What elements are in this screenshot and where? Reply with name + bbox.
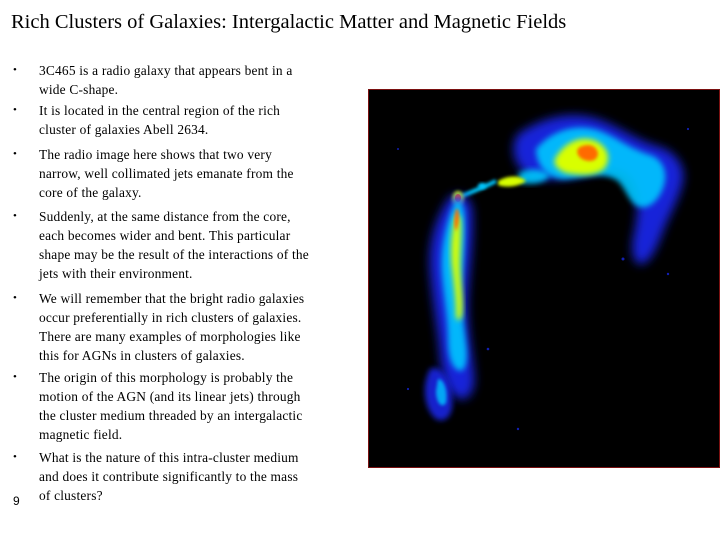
slide-number: 9	[13, 494, 20, 508]
bullet-text: The radio image here shows that two very narrow, well collimated jets emanate from the core of the galaxy.	[39, 147, 294, 200]
bullet-text: It is located in the central region of the rich cluster of galaxies Abell 2634.	[39, 103, 281, 137]
bullet-text: Suddenly, at the same distance from the core, each becomes wider and bent. This particular shape may be the result of the interactions of the jets with their environment.	[39, 209, 309, 281]
bullet-marker: •	[13, 104, 17, 116]
bullet-marker: •	[13, 148, 17, 160]
radio-galaxy-image	[368, 89, 720, 468]
bullet-marker: •	[13, 292, 17, 304]
slide-title: Rich Clusters of Galaxies: Intergalactic Matter and Magnetic Fields	[11, 11, 567, 33]
bullet-text: What is the nature of this intra-cluster medium and does it contribute significantly to the mass of clusters?	[39, 450, 299, 503]
bullet-text: 3C465 is a radio galaxy that appears bent in a wide C-shape.	[39, 63, 293, 97]
bullet-text: The origin of this morphology is probably the motion of the AGN (and its linear jets) through the cluster medium threaded by an intergalactic magnetic field.	[39, 370, 303, 442]
bullet-marker: •	[13, 210, 17, 222]
bullet-text: We will remember that the bright radio galaxies occur preferentially in rich clusters of galaxies. There are many examples of morphologies like this for AGNs in clusters of galaxies.	[39, 291, 305, 363]
bullet-marker: •	[13, 451, 17, 463]
radio-galaxy-graphic	[368, 89, 720, 468]
bullet-marker: •	[13, 371, 17, 383]
bullet-marker: •	[13, 64, 17, 76]
